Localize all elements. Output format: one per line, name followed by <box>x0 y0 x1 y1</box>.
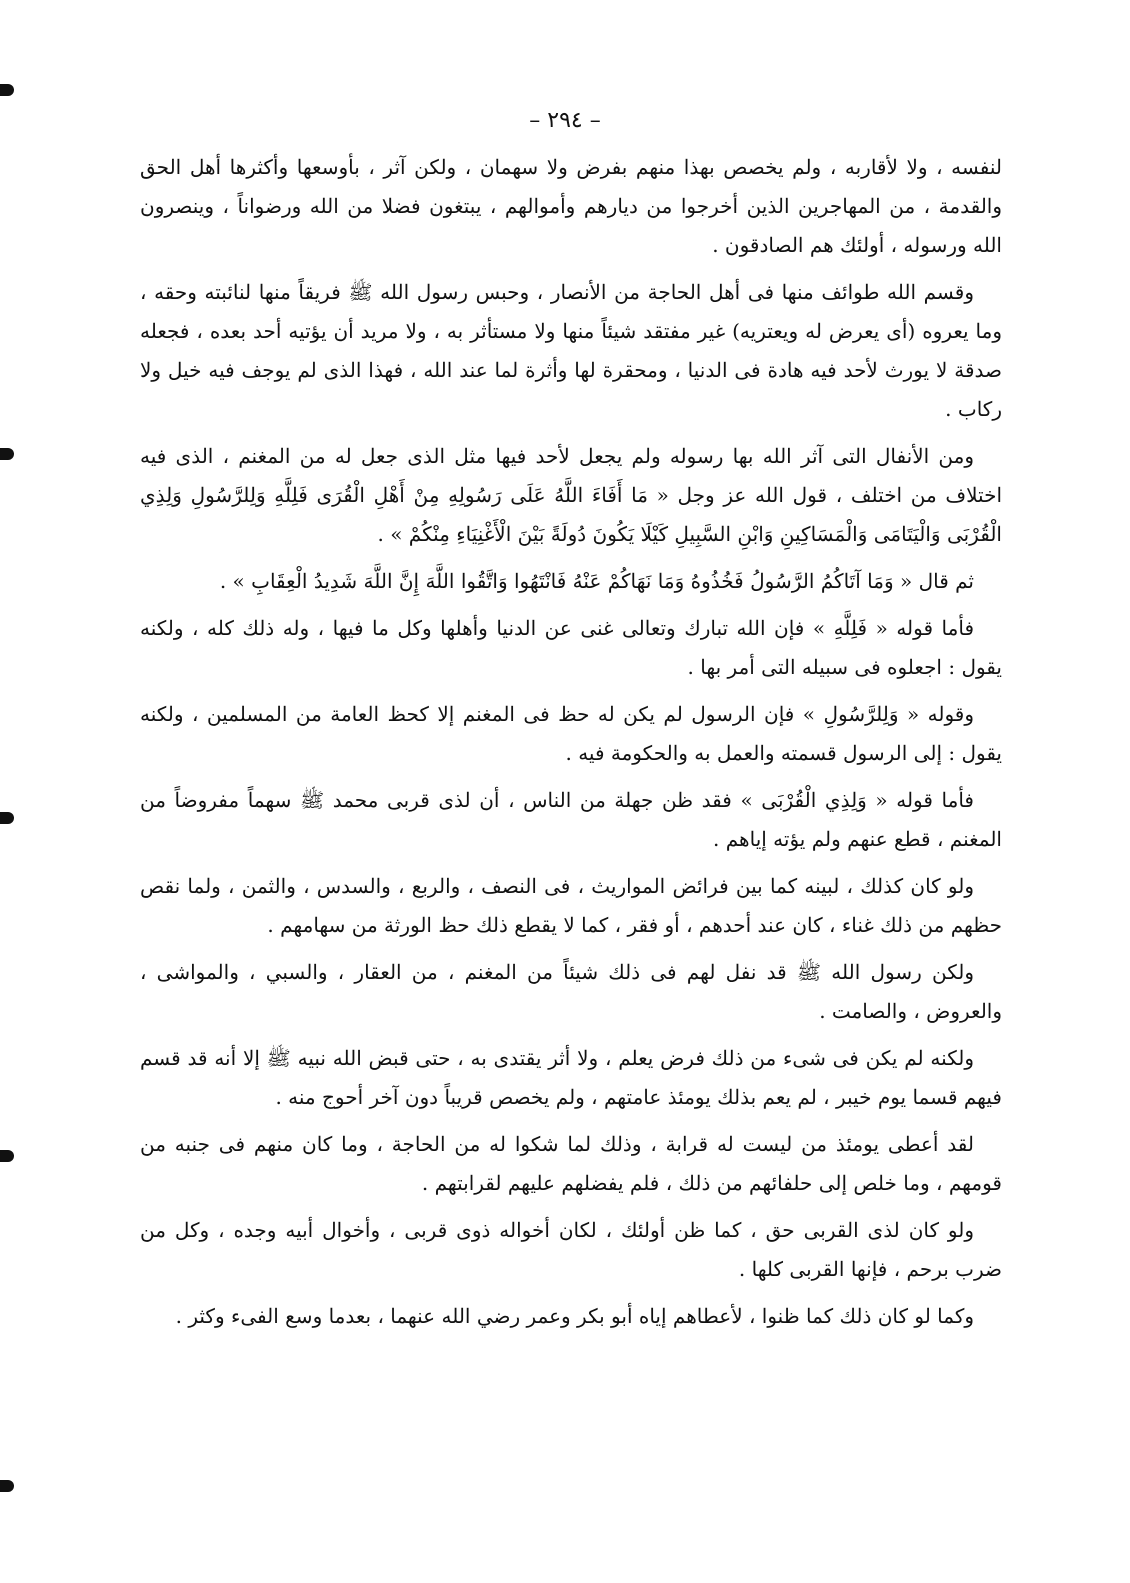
scan-edge-mark <box>0 812 14 824</box>
scan-edge-mark <box>0 1150 14 1162</box>
paragraph: ثم قال « وَمَا آتَاكُمُ الرَّسُولُ فَخُذُوهُ وَمَا نَهَاكُمْ عَنْهُ فَانْتَهُوا وَاتَّقُوا اللَّهَ إِنَّ اللَّهَ شَدِيدُ الْعِقَابِ » . <box>219 569 974 593</box>
paragraph: لقد أعطى يومئذ من ليست له قرابة ، وذلك لما شكوا له من الحاجة ، وما كان منهم فى جنبه من قومهم ، وما خلص إلى حلفائهم من ذلك ، فلم يفضلهم عليهم لقرابتهم . <box>140 1132 1002 1195</box>
paragraph: ولو كان لذى القربى حق ، كما ظن أولئك ، لكان أخواله ذوى قربى ، وأخوال أبيه وجده ، وكل من ضرب برحم ، فإنها القربى كلها . <box>140 1218 1002 1281</box>
paragraph: لنفسه ، ولا لأقاربه ، ولم يخصص بهذا منهم بفرض ولا سهمان ، ولكن آثر ، بأوسعها وأكثرها أهل الحق والقدمة ، من المهاجرين الذين أخرجوا من ديارهم وأموالهم ، يبتغون فضلا من الله ورضواناً ، وينصرون الله ورسوله ، أولئك هم الصادقون . <box>140 155 1002 257</box>
paragraph: ولو كان كذلك ، لبينه كما بين فرائض المواريث ، فى النصف ، والربع ، والسدس ، والثمن ، ولما نقص حظهم من ذلك غناء ، كان عند أحدهم ، أو فقر ، كما لا يقطع ذلك حظ الورثة من سهامهم . <box>140 874 1002 937</box>
paragraph: وقسم الله طوائف منها فى أهل الحاجة من الأنصار ، وحبس رسول الله ﷺ فريقاً منها لنائبته وحقه ، وما يعروه (أى يعرض له ويعتريه) غير مفتقد شيئاً منها ولا مستأثر به ، ولا مريد أن يؤتيه أحد بعده ، فجعله صدقة لا يورث لأحد فيه هادة فى الدنيا ، ومحقرة لها وأثرة لما عند الله ، فهذا الذى لم يوجف فيه خيل ولا ركاب . <box>140 280 1002 421</box>
paragraph: وكما لو كان ذلك كما ظنوا ، لأعطاهم إياه أبو بكر وعمر رضي الله عنهما ، بعدما وسع الفىء وكثر . <box>175 1304 974 1328</box>
scan-edge-mark <box>0 1480 14 1492</box>
scan-edge-mark <box>0 448 14 460</box>
body-text <box>140 148 1002 1344</box>
page-number: – ٢٩٤ – <box>529 108 601 133</box>
paragraph: فأما قوله « وَلِذِي الْقُرْبَى » فقد ظن جهلة من الناس ، أن لذى قربى محمد ﷺ سهماً مفروضاً من المغنم ، قطع عنهم ولم يؤته إياهم . <box>140 788 1002 851</box>
scan-edge-mark <box>0 84 14 96</box>
paragraph: وقوله « وَلِلرَّسُولِ » فإن الرسول لم يكن له حظ فى المغنم إلا كحظ العامة من المسلمين ، ولكنه يقول : إلى الرسول قسمته والعمل به والحكومة فيه . <box>140 702 1002 765</box>
paragraph: ولكن رسول الله ﷺ قد نفل لهم فى ذلك شيئاً من المغنم ، من العقار ، والسبي ، والمواشى ، والعروض ، والصامت . <box>140 960 1002 1023</box>
paragraph: ولكنه لم يكن فى شىء من ذلك فرض يعلم ، ولا أثر يقتدى به ، حتى قبض الله نبيه ﷺ إلا أنه قد قسم فيهم قسما يوم خيبر ، لم يعم بذلك يومئذ عامتهم ، ولم يخصص قريباً دون آخر أحوج منه . <box>140 1046 1002 1109</box>
paragraph: فأما قوله « فَلِلَّهِ » فإن الله تبارك وتعالى غنى عن الدنيا وأهلها وكل ما فيها ، وله ذلك كله ، ولكنه يقول : اجعلوه فى سبيله التى أمر بها . <box>140 616 1002 679</box>
paragraph: ومن الأنفال التى آثر الله بها رسوله ولم يجعل لأحد فيها مثل الذى جعل له من المغنم ، الذى فيه اختلاف من اختلف ، قول الله عز وجل « مَا أَفَاءَ اللَّهُ عَلَى رَسُولِهِ مِنْ أَهْلِ الْقُرَى فَلِلَّهِ وَلِلرَّسُولِ وَلِذِي الْقُرْبَى وَالْيَتَامَى وَالْمَسَاكِينِ وَابْنِ السَّبِيلِ كَيْلَا يَكُونَ دُولَةً بَيْنَ الْأَغْنِيَاءِ مِنْكُمْ » . <box>140 444 1002 546</box>
